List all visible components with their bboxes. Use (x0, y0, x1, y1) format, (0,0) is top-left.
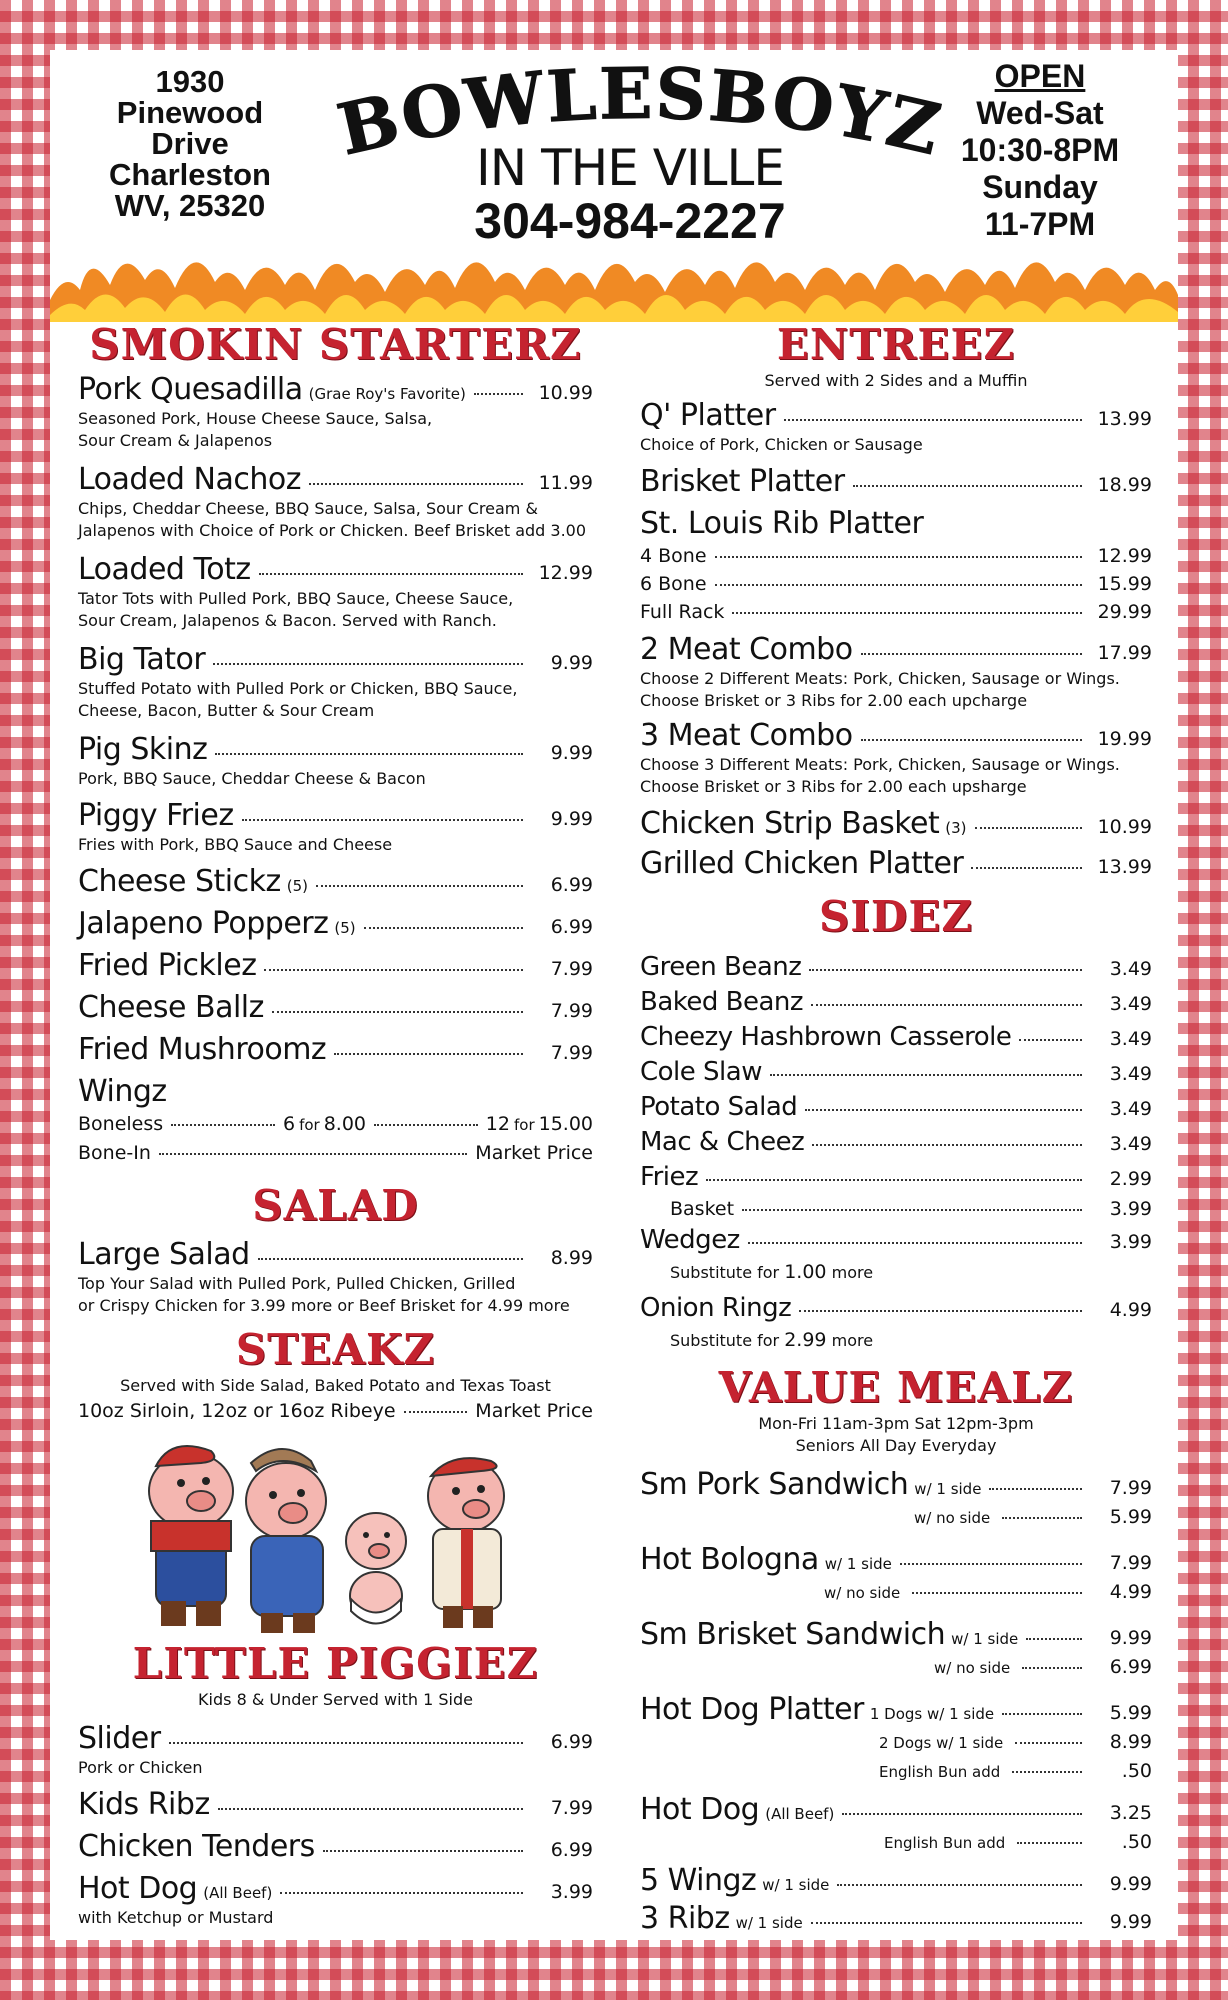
item-price: 3.49 (1109, 1098, 1152, 1120)
item-name: Slider (78, 1721, 161, 1756)
menu-item (78, 642, 593, 722)
dot-leader (853, 485, 1082, 487)
item-name: Grilled Chicken Platter (640, 846, 964, 881)
pig-icon (149, 1446, 233, 1626)
value-item (640, 1617, 1152, 1682)
item-price: 13.99 (1097, 856, 1152, 878)
option-price: .50 (1121, 1760, 1152, 1782)
item-name: Hot Bologna (640, 1542, 819, 1577)
menu-item (640, 846, 1152, 882)
section-title-salad: SALAD (252, 1181, 419, 1230)
dot-leader (264, 969, 523, 971)
wingz-bone-in (78, 1139, 593, 1167)
option-label: w/ no side (914, 1509, 991, 1527)
menu-item (78, 1871, 593, 1929)
menu-item (78, 552, 593, 632)
menu-item (78, 732, 593, 790)
substitute-amount: 1.00 (784, 1261, 827, 1283)
dot-leader (811, 1922, 1082, 1924)
item-price: 6.99 (550, 916, 593, 938)
item-price: 9.99 (550, 742, 593, 764)
item-description: Sour Cream & Jalapenos (78, 431, 273, 450)
item-price: 10.99 (538, 382, 593, 404)
side-item (640, 950, 1152, 985)
item-name: Loaded Nachoz (78, 462, 301, 497)
brand-name: BOWLESBOYZ (330, 54, 950, 172)
side-item (640, 1125, 1152, 1160)
item-name: Hot Dog (78, 1871, 198, 1906)
phone-number: 304-984-2227 (474, 193, 786, 249)
right-column (640, 320, 1152, 1937)
dot-leader (989, 1488, 1082, 1490)
item-price: 6.99 (550, 1731, 593, 1753)
substitute-note (640, 1258, 1152, 1287)
option-price: 6.99 (1109, 1656, 1152, 1678)
item-name: Pig Skinz (78, 732, 208, 767)
menu-item (640, 806, 1152, 842)
address-line: WV, 25320 (114, 188, 266, 223)
dot-leader (809, 969, 1082, 971)
restaurant-address (90, 66, 290, 221)
item-name: Baked Beanz (640, 987, 804, 1017)
item-price: 9.99 (550, 808, 593, 830)
item-price: 10.99 (1097, 816, 1152, 838)
item-note: (5) (286, 877, 309, 895)
address-line: 1930 (155, 64, 225, 99)
side-item (640, 1160, 1152, 1223)
dot-leader (805, 1109, 1082, 1111)
item-description: Choose 2 Different Meats: Pork, Chicken, Sausage or Wings. (640, 669, 1120, 688)
dot-leader (259, 573, 523, 575)
dot-leader (742, 1209, 1082, 1211)
substitute-more: more (831, 1263, 874, 1282)
dot-leader (1012, 1771, 1082, 1773)
item-name: Onion Ringz (640, 1293, 792, 1323)
option-for: for (513, 1116, 535, 1134)
option-count: 6 (282, 1113, 296, 1135)
item-price: 3.49 (1109, 958, 1152, 980)
item-price: 19.99 (1097, 728, 1152, 750)
item-price: 3.49 (1109, 1028, 1152, 1050)
option-price: .50 (1121, 1831, 1152, 1853)
value-item (640, 1692, 1152, 1786)
item-note: 1 Dogs w/ 1 side (869, 1705, 995, 1723)
option-price: 8.99 (1109, 1731, 1152, 1753)
dot-leader (748, 1242, 1082, 1244)
menu-item (78, 798, 593, 856)
item-price: 13.99 (1097, 408, 1152, 430)
dot-leader (861, 739, 1082, 741)
section-subtitle: Seniors All Day Everyday (795, 1436, 997, 1455)
dot-leader (474, 393, 523, 395)
item-price: 9.99 (1109, 1873, 1152, 1895)
section-title-entreez: ENTREEZ (776, 320, 1016, 369)
menu-item (78, 948, 593, 984)
item-description: Pork, BBQ Sauce, Cheddar Cheese & Bacon (78, 769, 426, 788)
item-description: Stuffed Potato with Pulled Pork or Chicken, BBQ Sauce, (78, 679, 518, 698)
side-item (640, 1055, 1152, 1090)
item-price: 7.99 (550, 958, 593, 980)
value-item (640, 1467, 1152, 1532)
side-item (640, 1020, 1152, 1055)
pig-icon (428, 1458, 504, 1628)
option-price: 5.99 (1109, 1506, 1152, 1528)
section-title-sidez: SIDEZ (818, 892, 974, 941)
dot-leader (334, 1053, 523, 1055)
item-price: 9.99 (1109, 1627, 1152, 1649)
dot-leader (715, 556, 1082, 558)
dot-leader (1002, 1713, 1082, 1715)
value-item (640, 1792, 1152, 1857)
item-name: 3 Meat Combo (640, 718, 853, 753)
item-name: Green Beanz (640, 952, 802, 982)
wingz-boneless (78, 1110, 593, 1139)
item-name: 2 Meat Combo (640, 632, 853, 667)
item-price: 2.99 (1109, 1168, 1152, 1190)
item-price: 7.99 (550, 1042, 593, 1064)
value-option (640, 1503, 1152, 1532)
option-label: English Bun add (879, 1763, 1001, 1781)
dot-leader (770, 1074, 1082, 1076)
item-description: Jalapenos with Choice of Pork or Chicken. Beef Brisket add 3.00 (78, 521, 587, 540)
dot-leader (812, 1144, 1082, 1146)
item-name: Q' Platter (640, 398, 776, 433)
item-note: (3) (945, 819, 967, 837)
brand-tagline: IN THE VILLE (476, 139, 784, 197)
menu-item (78, 906, 593, 942)
item-name: Hot Dog Platter (640, 1692, 864, 1727)
menu-item (640, 632, 1152, 712)
item-price: Market Price (475, 1400, 593, 1422)
dot-leader (242, 819, 523, 821)
section-title-starters: SMOKIN STARTERZ (89, 320, 582, 369)
item-description: Fries with Pork, BBQ Sauce and Cheese (78, 835, 393, 854)
item-price: 4.99 (1109, 1299, 1152, 1321)
item-name: Cheezy Hashbrown Casserole (640, 1022, 1012, 1052)
dot-leader (912, 1592, 1082, 1594)
item-price: 7.99 (550, 1797, 593, 1819)
steak-line (78, 1397, 593, 1425)
side-item (640, 1291, 1152, 1355)
address-line: Pinewood (116, 95, 264, 130)
dot-leader (861, 653, 1082, 655)
section-title-little-piggiez: LITTLE PIGGIEZ (132, 1639, 539, 1688)
item-name: Cheese Ballz (78, 990, 264, 1025)
value-option (640, 1728, 1152, 1757)
item-name: Chicken Tenders (78, 1829, 315, 1864)
option-label: Boneless (78, 1113, 164, 1135)
option-label: w/ no side (934, 1659, 1011, 1677)
dot-leader (1022, 1667, 1082, 1669)
item-name: Friez (640, 1162, 699, 1192)
item-price: 6.99 (550, 874, 593, 896)
item-description: Choose Brisket or 3 Ribs for 2.00 each upcharge (640, 691, 1028, 710)
option-label: English Bun add (884, 1834, 1006, 1852)
option-label: 2 Dogs w/ 1 side (879, 1734, 1004, 1752)
item-name: Cheese Stickz (78, 864, 281, 899)
option-label: 6 Bone (640, 573, 707, 595)
item-description: Cheese, Bacon, Butter & Sour Cream (78, 701, 375, 720)
hours-line: Sunday (982, 169, 1098, 205)
section-title-steakz: STEAKZ (235, 1325, 436, 1374)
option-price: 15.00 (538, 1113, 594, 1135)
menu-item (78, 1032, 593, 1068)
option-price: 15.99 (1097, 573, 1152, 595)
item-price: 3.49 (1109, 1133, 1152, 1155)
item-price: 9.99 (1109, 1911, 1152, 1933)
item-name: Pork Quesadilla (78, 372, 303, 407)
item-description: Sour Cream, Jalapenos & Bacon. Served with Ranch. (78, 611, 497, 630)
item-price: 9.99 (550, 652, 593, 674)
pig-family-illustration (121, 1431, 551, 1641)
option-price: 8.00 (323, 1113, 366, 1135)
item-price: 17.99 (1097, 642, 1152, 664)
item-name: Big Tator (78, 642, 206, 677)
menu-item (78, 990, 593, 1026)
dot-leader (280, 1892, 523, 1894)
item-name: Chicken Strip Basket (640, 806, 940, 841)
item-note: (5) (334, 919, 356, 937)
dot-leader (900, 1563, 1082, 1565)
item-price: 3.99 (550, 1881, 593, 1903)
item-note: w/ 1 side (914, 1480, 982, 1498)
section-subtitle: Mon-Fri 11am-3pm Sat 12pm-3pm (758, 1414, 1034, 1433)
item-description: Choice of Pork, Chicken or Sausage (640, 435, 923, 454)
dot-leader (732, 612, 1082, 614)
menu-item (78, 1829, 593, 1865)
item-price: 18.99 (1097, 474, 1152, 496)
option-label: Basket (670, 1198, 735, 1220)
dot-leader (404, 1411, 468, 1413)
item-price: 3.25 (1109, 1802, 1152, 1824)
item-description: or Crispy Chicken for 3.99 more or Beef Brisket for 4.99 more (78, 1296, 570, 1315)
dot-leader (171, 1124, 275, 1126)
dot-leader (213, 663, 523, 665)
item-name: 3 Ribz (640, 1901, 730, 1936)
dot-leader (1026, 1638, 1082, 1640)
option-price: 12.99 (1097, 545, 1152, 567)
item-description: with Ketchup or Mustard (78, 1908, 274, 1927)
dot-leader (811, 1004, 1082, 1006)
dot-leader (1002, 1517, 1082, 1519)
dot-leader (374, 1124, 478, 1126)
menu-item (78, 372, 593, 452)
item-name: Kids Ribz (78, 1787, 210, 1822)
pig-icon (346, 1513, 406, 1624)
item-name: Potato Salad (640, 1092, 798, 1122)
left-column (78, 320, 593, 1929)
dot-leader (842, 1813, 1082, 1815)
hours-line: 11-7PM (984, 206, 1096, 242)
substitute-amount: 2.99 (784, 1329, 827, 1351)
item-description: Seasoned Pork, House Cheese Sauce, Salsa, (78, 409, 433, 428)
menu-item (640, 506, 1152, 626)
side-item (640, 985, 1152, 1020)
dot-leader (975, 827, 1082, 829)
item-name: Large Salad (78, 1237, 250, 1272)
item-price: 5.99 (1109, 1702, 1152, 1724)
item-price: 7.99 (1109, 1552, 1152, 1574)
rib-option (640, 542, 1152, 570)
item-description: Top Your Salad with Pulled Pork, Pulled Chicken, Grilled (78, 1274, 516, 1293)
item-name: Hot Dog (640, 1792, 760, 1827)
address-line: Charleston (109, 157, 271, 192)
menu-item-wingz (78, 1074, 593, 1167)
hours-line: 10:30-8PM (960, 132, 1120, 168)
menu-item (640, 464, 1152, 500)
dot-leader (1015, 1742, 1082, 1744)
item-name: Sm Pork Sandwich (640, 1467, 909, 1502)
dot-leader (218, 1808, 523, 1810)
dot-leader (364, 927, 523, 929)
dot-leader (1019, 1039, 1082, 1041)
section-subtitle: Served with Side Salad, Baked Potato and Texas Toast (120, 1376, 551, 1395)
section-title-value-mealz: VALUE MEALZ (718, 1363, 1074, 1412)
dot-leader (715, 584, 1082, 586)
menu-item (78, 462, 593, 542)
item-name: Jalapeno Popperz (78, 906, 329, 941)
item-description: Tator Tots with Pulled Pork, BBQ Sauce, Cheese Sauce, (78, 589, 514, 608)
option-price: 3.99 (1109, 1198, 1152, 1220)
item-note: (All Beef) (203, 1884, 273, 1902)
menu-item (78, 864, 593, 900)
rib-option (640, 570, 1152, 598)
option-label: 4 Bone (640, 545, 707, 567)
dot-leader (784, 419, 1082, 421)
dot-leader (1017, 1842, 1082, 1844)
item-description: Choose Brisket or 3 Ribs for 2.00 each upsharge (640, 777, 1027, 796)
item-name: St. Louis Rib Platter (640, 506, 924, 541)
item-name: Wingz (78, 1074, 167, 1109)
item-name: 10oz Sirloin, 12oz or 16oz Ribeye (78, 1400, 396, 1422)
value-item (640, 1901, 1152, 1937)
dot-leader (272, 1011, 523, 1013)
item-name: Brisket Platter (640, 464, 845, 499)
address-line: Drive (151, 126, 229, 161)
option-price: 4.99 (1109, 1581, 1152, 1603)
menu-item (78, 1237, 593, 1317)
item-name: Sm Brisket Sandwich (640, 1617, 946, 1652)
value-option (640, 1828, 1152, 1857)
value-item (640, 1863, 1152, 1899)
section-subtitle: Served with 2 Sides and a Muffin (764, 371, 1028, 390)
item-name: Fried Picklez (78, 948, 257, 983)
option-label: Bone-In (78, 1142, 151, 1164)
dot-leader (316, 885, 523, 887)
item-price: 3.99 (1109, 1231, 1152, 1253)
dot-leader (837, 1884, 1082, 1886)
hours-title: OPEN (994, 58, 1086, 94)
item-name: Loaded Totz (78, 552, 251, 587)
item-price: 7.99 (1109, 1477, 1152, 1499)
dot-leader (159, 1153, 467, 1155)
side-item (640, 1223, 1152, 1287)
dot-leader (309, 483, 523, 485)
item-note: (All Beef) (765, 1805, 835, 1823)
substitute-note (640, 1326, 1152, 1355)
item-name: 5 Wingz (640, 1863, 757, 1898)
value-item (640, 1542, 1152, 1607)
menu-item (78, 1787, 593, 1823)
value-option (640, 1757, 1152, 1786)
item-price: 8.99 (550, 1247, 593, 1269)
item-name: Cole Slaw (640, 1057, 762, 1087)
item-name: Wedgez (640, 1225, 740, 1255)
side-item (640, 1090, 1152, 1125)
menu-item (640, 398, 1152, 456)
pig-icon (246, 1449, 326, 1633)
item-note: (Grae Roy's Favorite) (308, 385, 466, 403)
item-note: w/ 1 side (824, 1555, 892, 1573)
option-count: 12 (485, 1113, 510, 1135)
dot-leader (258, 1258, 523, 1260)
dot-leader (323, 1850, 523, 1852)
substitute-label: Substitute for (670, 1331, 780, 1350)
menu-item (640, 718, 1152, 798)
item-price: 6.99 (550, 1839, 593, 1861)
item-description: Pork or Chicken (78, 1758, 203, 1777)
option-price: 29.99 (1097, 601, 1152, 623)
dot-leader (706, 1179, 1082, 1181)
dot-leader (799, 1310, 1082, 1312)
substitute-more: more (831, 1331, 874, 1350)
option-label: w/ no side (824, 1584, 901, 1602)
opening-hours (940, 58, 1140, 243)
item-note: w/ 1 side (735, 1914, 803, 1932)
item-note: w/ 1 side (951, 1630, 1019, 1648)
value-option (640, 1653, 1152, 1682)
item-name: Fried Mushroomz (78, 1032, 327, 1067)
item-name: Mac & Cheez (640, 1127, 805, 1157)
item-description: Chips, Cheddar Cheese, BBQ Sauce, Salsa, Sour Cream & (78, 499, 538, 518)
item-description: Choose 3 Different Meats: Pork, Chicken, Sausage or Wings. (640, 755, 1120, 774)
value-option (640, 1578, 1152, 1607)
item-note: w/ 1 side (762, 1876, 830, 1894)
flames-banner (50, 240, 1178, 330)
option-label: Full Rack (640, 601, 725, 623)
menu-item (78, 1721, 593, 1779)
hours-line: Wed-Sat (976, 95, 1104, 131)
item-price: 3.49 (1109, 993, 1152, 1015)
item-price: 7.99 (550, 1000, 593, 1022)
item-price: 11.99 (538, 472, 593, 494)
item-name: Piggy Friez (78, 798, 234, 833)
friez-basket (640, 1195, 1152, 1223)
menu-page (50, 50, 1178, 1940)
dot-leader (971, 867, 1082, 869)
substitute-label: Substitute for (670, 1263, 780, 1282)
item-price: 12.99 (538, 562, 593, 584)
dot-leader (169, 1742, 523, 1744)
section-subtitle: Kids 8 & Under Served with 1 Side (198, 1690, 473, 1709)
rib-option (640, 598, 1152, 626)
item-price: 3.49 (1109, 1063, 1152, 1085)
option-price: Market Price (475, 1142, 593, 1164)
option-for: for (299, 1116, 320, 1134)
dot-leader (215, 753, 523, 755)
